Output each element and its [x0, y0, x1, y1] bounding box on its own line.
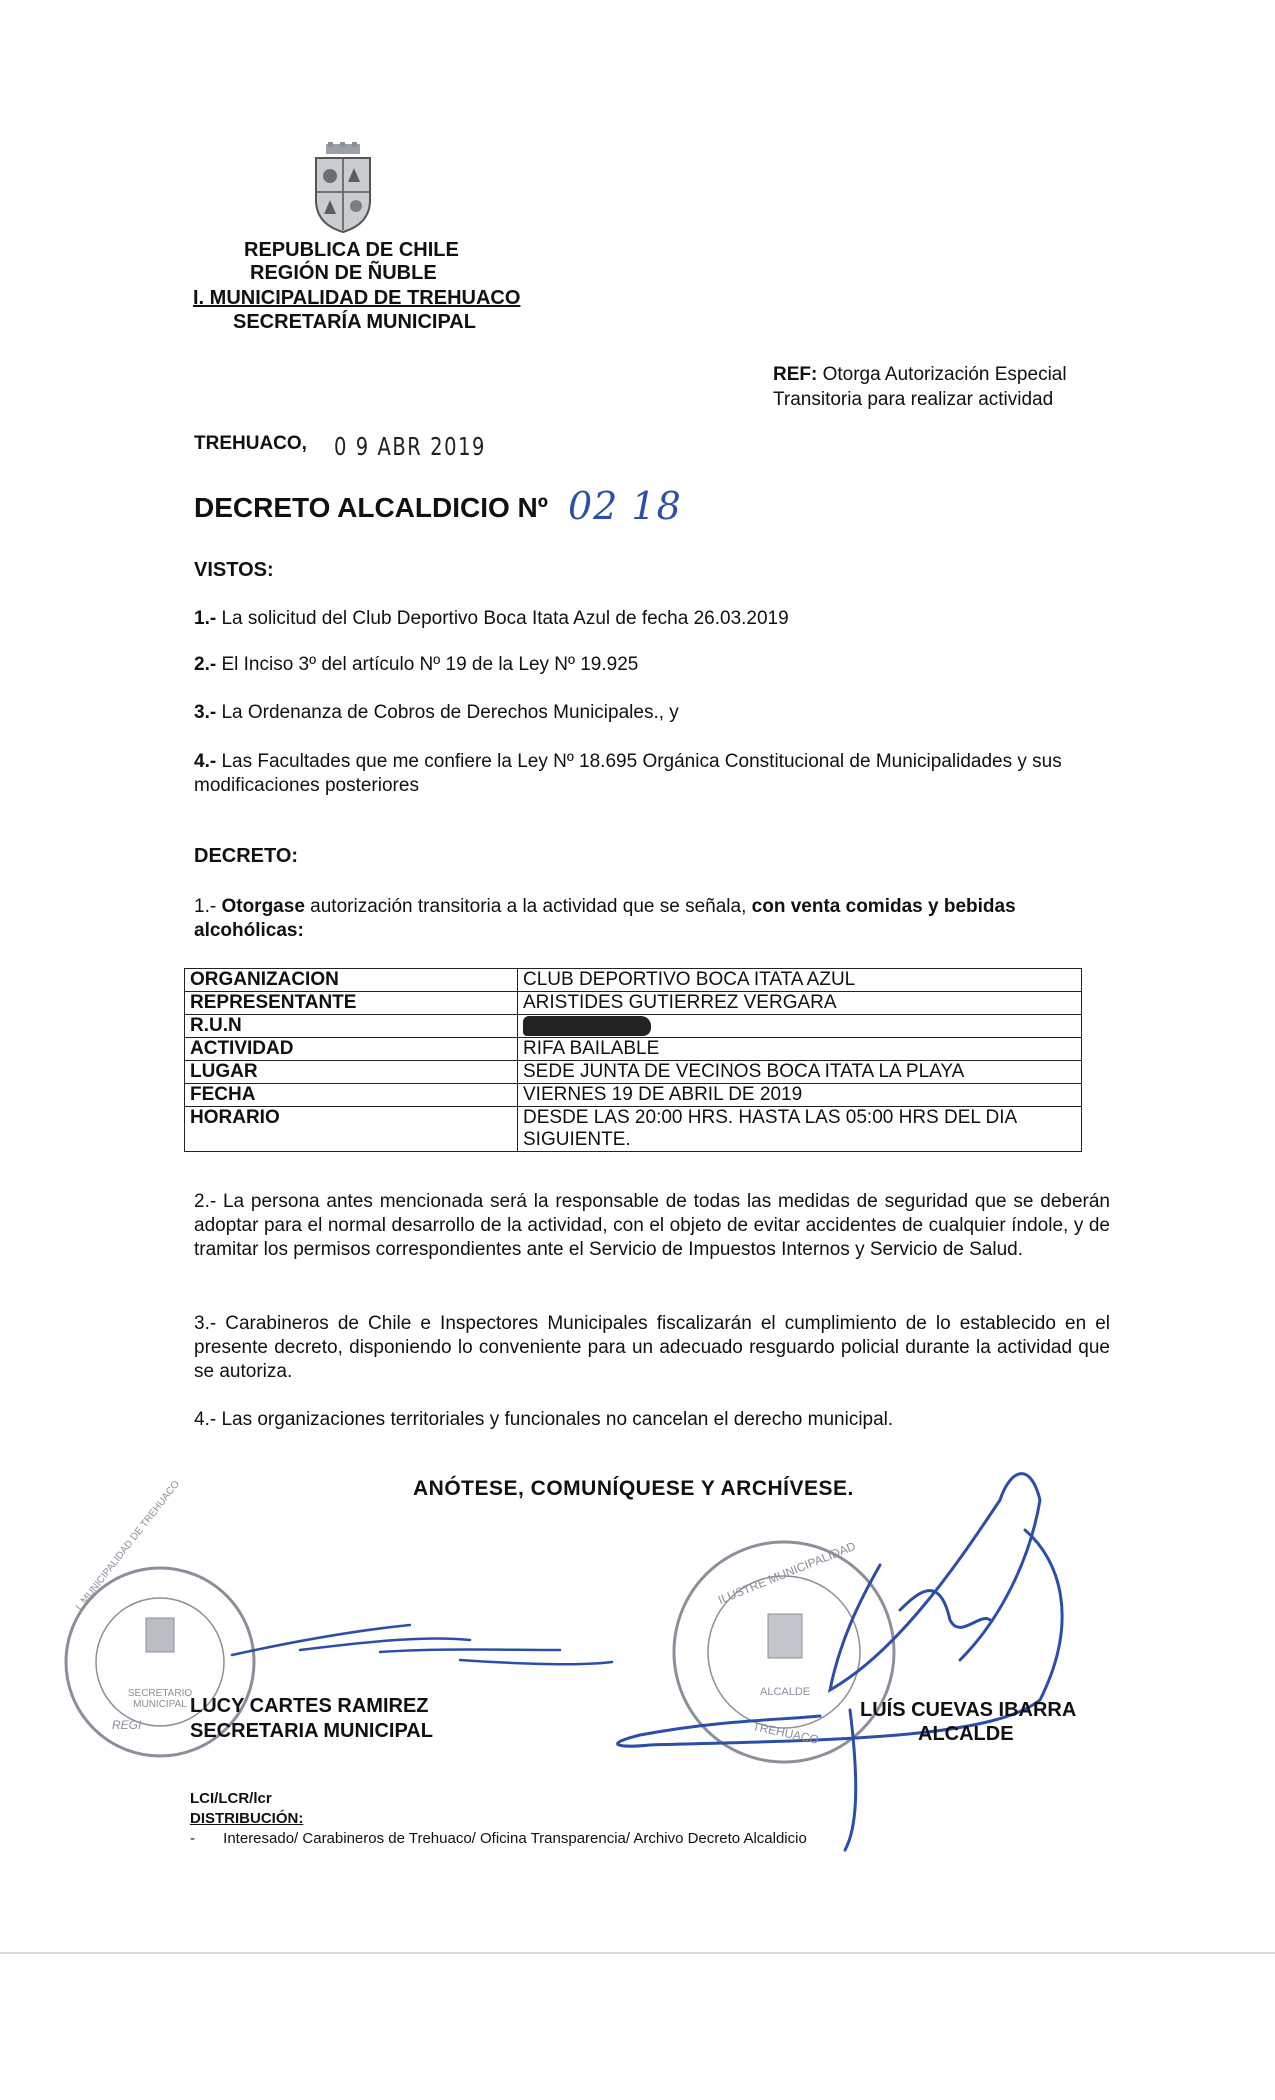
decreto-p1-num: 1.-: [194, 896, 217, 917]
distribution-list: [190, 1830, 807, 1847]
right-stamp-bottom-text: TREHUACO: [751, 1719, 821, 1747]
distribution-label: DISTRIBUCIÓN:: [190, 1810, 304, 1827]
secretary-name: LUCY CARTES RAMIREZ: [190, 1695, 429, 1717]
table-key: REPRESENTANTE: [185, 992, 518, 1015]
left-stamp-ring-text: I. MUNICIPALIDAD DE TREHUACO: [74, 1478, 182, 1613]
decreto-p1-mid: autorización transitoria a la actividad que se señala,: [310, 896, 747, 917]
vistos-item-3-num: 3.-: [194, 702, 217, 723]
vistos-item-1-num: 1.-: [194, 608, 217, 629]
vistos-item-2-num: 2.-: [194, 654, 217, 675]
table-key: ORGANIZACION: [185, 969, 518, 992]
table-key: ACTIVIDAD: [185, 1038, 518, 1061]
decree-number-handwritten: 02 18: [568, 484, 682, 528]
vistos-item-2-text: El Inciso 3º del artículo Nº 19 de la Ley Nº 19.925: [221, 654, 639, 675]
header-municipality: I. MUNICIPALIDAD DE TREHUACO: [193, 287, 521, 309]
table-value: RIFA BAILABLE: [518, 1038, 1082, 1061]
table-value: DESDE LAS 20:00 HRS. HASTA LAS 05:00 HRS DEL DIA SIGUIENTE.: [518, 1107, 1082, 1152]
secretary-signature: [232, 1625, 612, 1664]
closing-formula: ANÓTESE, COMUNÍQUESE Y ARCHÍVESE.: [413, 1477, 854, 1500]
decreto-p1-bold2: con venta comidas y bebidas alcohólicas:: [194, 896, 1016, 941]
date-stamp: 0 9 ABR 2019: [334, 432, 487, 461]
table-value: VIERNES 19 DE ABRIL DE 2019: [518, 1084, 1082, 1107]
right-stamp-center-text: ALCALDE: [760, 1686, 811, 1698]
decreto-heading: DECRETO:: [194, 845, 299, 867]
table-key: FECHA: [185, 1084, 518, 1107]
vistos-item-4-num: 4.-: [194, 751, 217, 772]
decree-title: DECRETO ALCALDICIO Nº: [194, 492, 549, 523]
header-region: REGIÓN DE ÑUBLE: [250, 262, 437, 284]
header-office: SECRETARÍA MUNICIPAL: [233, 311, 476, 333]
table-key: LUGAR: [185, 1061, 518, 1084]
right-stamp-ring-text: ILUSTRE MUNICIPALIDAD: [716, 1538, 858, 1607]
mayor-title: ALCALDE: [918, 1723, 1014, 1745]
left-stamp-center-text: SECRETARIO MUNICIPAL: [127, 1688, 193, 1710]
left-stamp-bottom-text: REGI: [112, 1718, 142, 1732]
ref-text: Otorga Autorización Especial Transitoria para realizar actividad: [773, 364, 1067, 410]
decreto-paragraph-3: 3.- Carabineros de Chile e Inspectores Municipales fiscalizarán el cumplimiento de lo establecido en el presente decreto, disponiendo lo conveniente para un adecuado resguardo policial durante la actividad que se autoriza.: [194, 1313, 1110, 1382]
table-value: SEDE JUNTA DE VECINOS BOCA ITATA LA PLAYA: [518, 1061, 1082, 1084]
vistos-item-1-text: La solicitud del Club Deportivo Boca Itata Azul de fecha 26.03.2019: [221, 608, 789, 629]
ref-label: REF:: [773, 364, 818, 385]
typist-initials: LCI/LCR/lcr: [190, 1790, 272, 1807]
table-key: HORARIO: [185, 1107, 518, 1152]
table-value: ARISTIDES GUTIERREZ VERGARA: [518, 992, 1082, 1015]
vistos-item-4-text: Las Facultades que me confiere la Ley Nº 18.695 Orgánica Constitucional de Municipalidades y sus modificaciones posteriores: [194, 751, 1062, 796]
header-republic: REPUBLICA DE CHILE: [244, 239, 459, 261]
table-value: CLUB DEPORTIVO BOCA ITATA AZUL: [518, 969, 1082, 992]
dateline-place: TREHUACO,: [194, 433, 307, 454]
table-key: R.U.N: [185, 1015, 518, 1038]
decreto-paragraph-4: 4.- Las organizaciones territoriales y funcionales no cancelan el derecho municipal.: [194, 1409, 894, 1430]
decreto-p1-bold1: Otorgase: [221, 896, 305, 917]
distribution-bullet: -: [190, 1830, 195, 1847]
decreto-paragraph-2: 2.- La persona antes mencionada será la responsable de todas las medidas de seguridad que se deberán adoptar para el normal desarrollo de la actividad, con el objeto de evitar accidentes de cualquier índole, y de tramitar los permisos correspondientes ante el Servicio de Impuestos Internos y Servicio de Salud.: [194, 1191, 1110, 1260]
secretary-title: SECRETARIA MUNICIPAL: [190, 1720, 433, 1742]
mayor-name: LUÍS CUEVAS IBARRA: [860, 1699, 1077, 1721]
mayor-signature: [618, 1474, 1062, 1850]
vistos-heading: VISTOS:: [194, 559, 274, 581]
vistos-item-3-text: La Ordenanza de Cobros de Derechos Municipales., y: [221, 702, 679, 723]
distribution-text: Interesado/ Carabineros de Trehuaco/ Oficina Transparencia/ Archivo Decreto Alcaldicio: [223, 1830, 807, 1847]
